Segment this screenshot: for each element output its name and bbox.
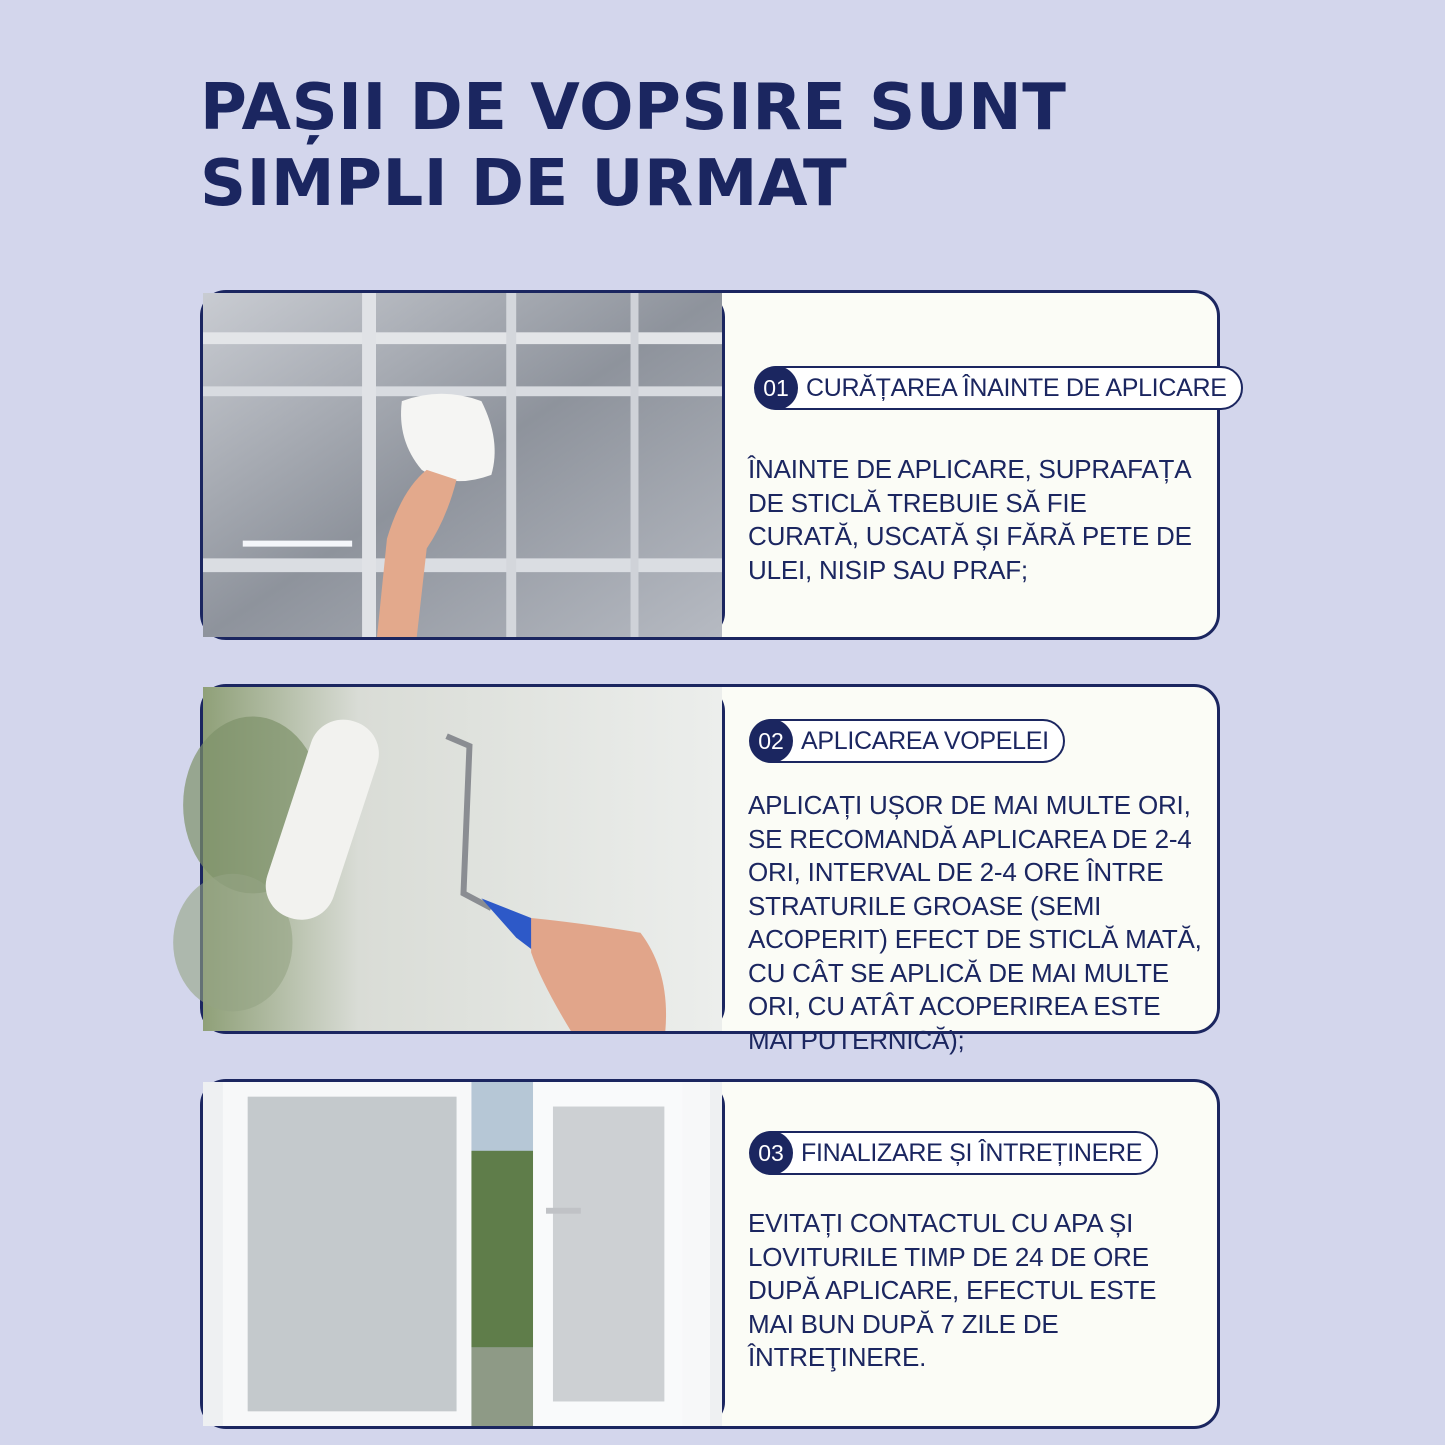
step-1-number: 01 <box>754 366 798 410</box>
step-1-badge <box>755 366 1243 410</box>
step-1-title: CURĂȚAREA ÎNAINTE DE APLICARE <box>806 373 1227 402</box>
page-title: PAȘII DE VOPSIRE SUNT SIMPLI DE URMAT <box>200 71 1067 221</box>
frosted-window-photo <box>203 1082 725 1426</box>
step-card-3 <box>200 1079 1220 1429</box>
step-3-title: FINALIZARE ȘI ÎNTREȚINERE <box>801 1138 1143 1167</box>
step-3-badge <box>750 1131 1158 1175</box>
hand-wiping-glass-photo <box>203 293 725 637</box>
step-2-number: 02 <box>749 719 793 763</box>
step-3-number: 03 <box>749 1131 793 1175</box>
step-3-description: EVITAȚI CONTACTUL CU APA ȘI LOVITURILE TIMP DE 24 DE ORE DUPĂ APLICARE, EFECTUL ESTE MAI BUN DUPĂ 7 ZILE DE ÎNTREŢINERE. <box>748 1208 1157 1372</box>
step-2-badge <box>750 719 1065 763</box>
paint-roller-photo <box>203 687 725 1031</box>
step-card-2 <box>200 684 1220 1055</box>
step-card-1 <box>200 290 1227 640</box>
step-2-description: APLICAȚI UȘOR DE MAI MULTE ORI, SE RECOMANDĂ APLICAREA DE 2-4 ORI, INTERVAL DE 2-4 ORE ÎNTRE STRATURILE GROASE (SEMI ACOPERIT) EFECT DE STICLĂ MATĂ, CU CÂT SE APLICĂ DE MAI MULTE ORI, CU ATÂT ACOPERIREA ESTE MAI PUTERNICĂ); <box>748 790 1202 1055</box>
step-1-description: ÎNAINTE DE APLICARE, SUPRAFAȚA DE STICLĂ TREBUIE SĂ FIE CURATĂ, USCATĂ ȘI FĂRĂ PETE DE ULEI, NISIP SAU PRAF; <box>748 454 1192 585</box>
step-2-title: APLICAREA VOPELEI <box>801 726 1049 755</box>
